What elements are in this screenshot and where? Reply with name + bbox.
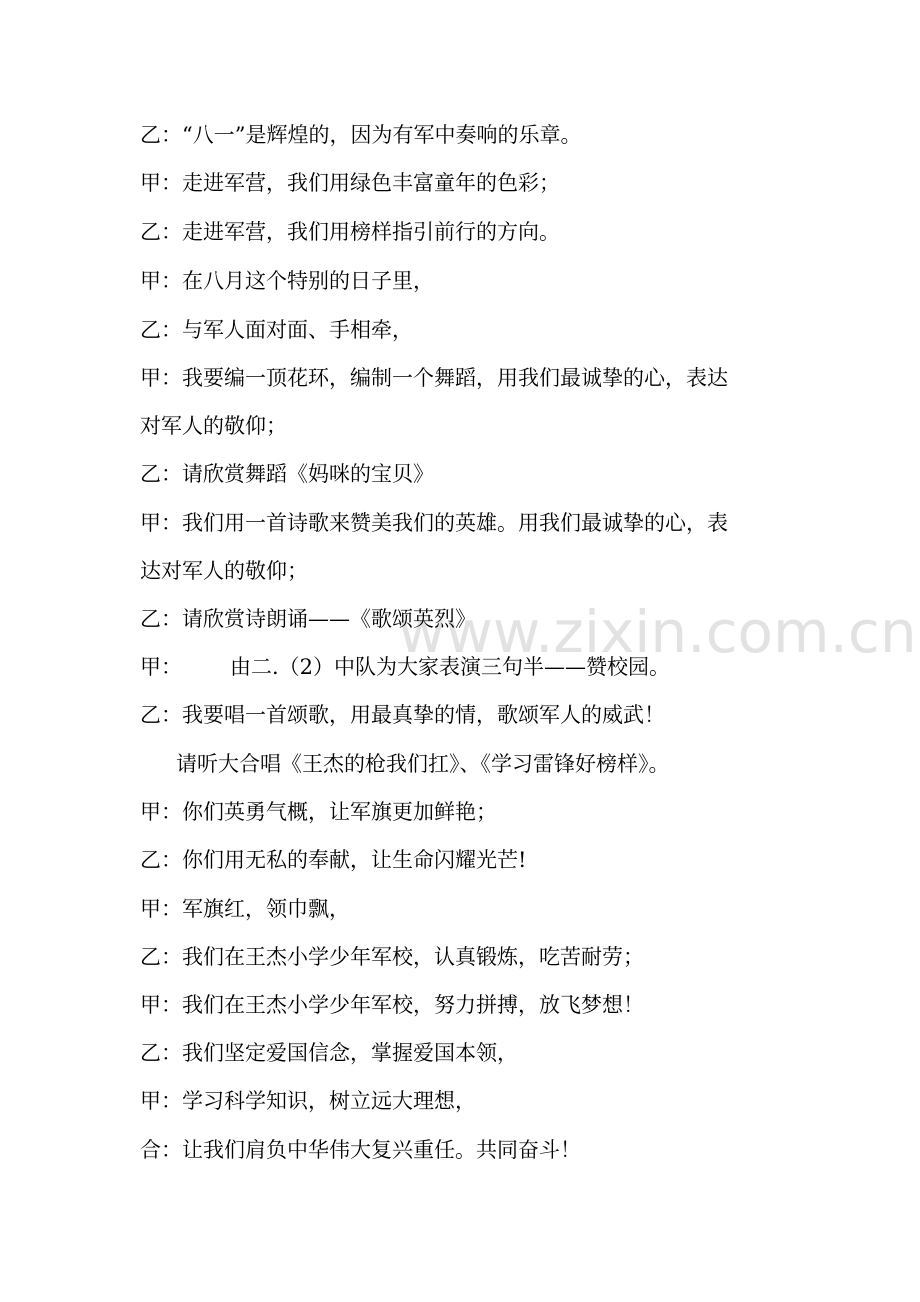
script-line: 乙：你们用无私的奉献，让生命闪耀光芒! [140, 848, 527, 872]
script-line: 乙：请欣赏舞蹈《妈咪的宝贝》 [140, 462, 434, 486]
script-line: 乙：请欣赏诗朗诵——《歌颂英烈》 [140, 607, 476, 631]
script-line: 甲：军旗红，领巾飘， [140, 897, 350, 921]
script-line: 甲：你们英勇气概，让军旗更加鲜艳； [140, 800, 497, 824]
script-line-with-gap [140, 652, 670, 682]
watermark: www.zixin.com.cn [398, 598, 917, 666]
script-line: 乙：我们坚定爱国信念，掌握爱国本领， [140, 1041, 518, 1065]
script-line: 乙：我们在王杰小学少年军校，认真锻炼，吃苦耐劳； [140, 945, 644, 969]
script-line: 甲：走进军营，我们用绿色丰富童年的色彩； [140, 171, 560, 195]
script-line-indented: 请听大合唱《王杰的枪我们扛》、《学习雷锋好榜样》。 [176, 752, 670, 776]
script-line: 对军人的敬仰； [140, 414, 287, 438]
script-line: 乙：我要唱一首颂歌，用最真挚的情，歌颂军人的威武！ [140, 703, 665, 727]
script-line: 乙：与军人面对面、手相牵， [140, 318, 413, 342]
script-line: 甲：我们在王杰小学少年军校，努力拼搏，放飞梦想！ [140, 993, 644, 1017]
script-line: 达对军人的敬仰； [140, 559, 308, 583]
script-line: 乙：走进军营，我们用榜样指引前行的方向。 [140, 220, 560, 244]
line-text: 由二.（2）中队为大家表演三句半——赞校园。 [230, 655, 671, 679]
script-line: 甲：我要编一顶花环，编制一个舞蹈，用我们最诚挚的心，表达 [140, 366, 728, 390]
script-line: 合：让我们肩负中华伟大复兴重任。共同奋斗！ [140, 1138, 581, 1162]
script-line: 甲：学习科学知识，树立远大理想， [140, 1089, 476, 1113]
script-line: 甲：我们用一首诗歌来赞美我们的英雄。用我们最诚挚的心，表 [140, 511, 728, 535]
speaker-label: 甲： [140, 655, 182, 679]
script-line: 乙：“八一”是辉煌的，因为有军中奏响的乐章。 [140, 123, 582, 147]
script-line: 甲：在八月这个特别的日子里， [140, 269, 434, 293]
